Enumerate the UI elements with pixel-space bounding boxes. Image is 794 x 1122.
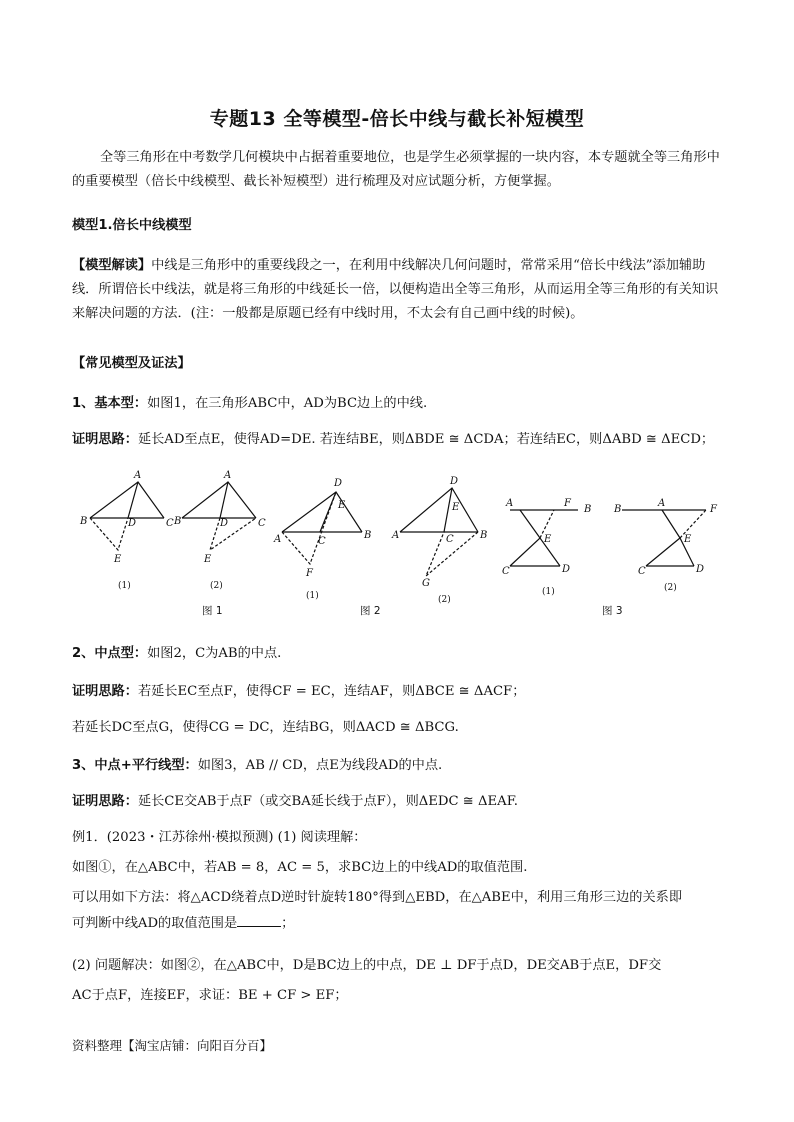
answer-blank[interactable] xyxy=(237,912,281,927)
fig2-caption: 图 2 xyxy=(360,605,381,617)
fig3-caption: 图 3 xyxy=(602,605,623,617)
svg-text:B: B xyxy=(80,516,88,527)
example-line-5: AC于点F，连接EF，求证：BE + CF > EF； xyxy=(72,988,348,1003)
common-models-heading: 【常见模型及证法】 xyxy=(72,356,191,371)
svg-text:A: A xyxy=(658,498,666,509)
figures-row xyxy=(70,462,730,622)
example-line-4: (2) 问题解决：如图②，在△ABC中，D是BC边上的中点，DE ⊥ DF于点D，DE交AB于点E，DF交 xyxy=(72,958,662,973)
model1-heading: 模型1.倍长中线模型 xyxy=(72,218,192,233)
svg-text:E: E xyxy=(684,534,692,545)
midpoint-proof-text: 若延长EC至点F，使得CF = EC，连结AF，则ΔBCE ≅ ΔACF； xyxy=(137,684,526,699)
svg-text:(1): (1) xyxy=(306,591,319,601)
svg-text:C: C xyxy=(166,518,174,529)
svg-text:A: A xyxy=(274,534,282,545)
parallel-proof-text: 延长CE交AB于点F（或交BA延长线于点F），则ΔEDC ≅ ΔEAF. xyxy=(137,794,518,809)
parallel-proof xyxy=(72,790,724,814)
svg-text:E: E xyxy=(544,534,552,545)
svg-text:B: B xyxy=(480,530,488,541)
svg-text:C: C xyxy=(258,518,266,529)
svg-text:E: E xyxy=(452,502,460,513)
parallel-proof-label: 证明思路： xyxy=(72,794,138,809)
svg-text:A: A xyxy=(392,530,400,541)
example-header: 例1．(2023・江苏徐州·模拟预测) (1) 阅读理解： xyxy=(72,830,367,845)
fig1-1-triangle xyxy=(90,482,164,518)
svg-text:A: A xyxy=(134,470,142,481)
midpoint-proof-2: 若延长DC至点G，使得CG = DC，连结BG，则ΔACD ≅ ΔBCG. xyxy=(72,720,459,735)
svg-text:D: D xyxy=(562,564,571,575)
svg-text:E: E xyxy=(204,554,212,565)
model-interpretation xyxy=(72,254,724,326)
basic-type-label: 1、基本型： xyxy=(72,396,148,411)
svg-text:F: F xyxy=(306,568,313,579)
midpoint-proof-label: 证明思路： xyxy=(72,684,138,699)
basic-proof-text: 延长AD至点E，使得AD=DE. 若连结BE，则ΔBDE ≅ ΔCDA；若连结EC，则ΔABD ≅ ΔECD； xyxy=(137,432,715,447)
svg-text:G: G xyxy=(422,578,430,589)
svg-text:F: F xyxy=(710,504,717,515)
svg-text:D: D xyxy=(128,518,137,529)
footer-note: 资料整理【淘宝店铺：向阳百分百】 xyxy=(72,1038,273,1053)
svg-text:(2): (2) xyxy=(210,581,223,591)
parallel-type-label: 3、中点+平行线型： xyxy=(72,758,198,773)
page-title: 专题13 全等模型-倍长中线与截长补短模型 xyxy=(209,108,585,130)
midpoint-type-label: 2、中点型： xyxy=(72,646,148,661)
svg-text:E: E xyxy=(338,500,346,511)
svg-text:F: F xyxy=(564,498,571,509)
parallel-type xyxy=(72,754,724,778)
svg-text:B: B xyxy=(174,516,182,527)
svg-text:D: D xyxy=(450,476,459,487)
svg-text:E: E xyxy=(114,554,122,565)
svg-text:(1): (1) xyxy=(118,581,131,591)
svg-text:B: B xyxy=(364,530,372,541)
svg-text:B: B xyxy=(614,504,622,515)
interpretation-text: 中线是三角形中的重要线段之一，在利用中线解决几何问题时，常常采用“倍长中线法”添加辅助线．所谓倍长中线法，就是将三角形的中线延长一倍，以便构造出全等三角形，从而运用全等三角形的有关知识来解决问题的方法．(注：一般都是原题已经有中线时用，不太会有自己画中线的时候)。 xyxy=(72,258,719,321)
parallel-type-text: 如图3，AB // CD，点E为线段AD的中点. xyxy=(197,758,443,773)
example-line-3-text: 可判断中线AD的取值范围是 xyxy=(72,916,238,931)
svg-text:D: D xyxy=(334,478,343,489)
svg-text:D: D xyxy=(220,518,229,529)
basic-type-text: 如图1，在三角形ABC中，AD为BC边上的中线. xyxy=(147,396,428,411)
svg-text:C: C xyxy=(318,536,326,547)
fig1-caption: 图 1 xyxy=(202,605,223,617)
svg-text:D: D xyxy=(696,564,705,575)
svg-text:C: C xyxy=(446,534,454,545)
svg-text:C: C xyxy=(502,566,510,577)
basic-proof-label: 证明思路： xyxy=(72,432,138,447)
midpoint-type-text: 如图2，C为AB的中点. xyxy=(147,646,282,661)
svg-text:A: A xyxy=(224,470,232,481)
svg-text:B: B xyxy=(584,504,592,515)
midpoint-type xyxy=(72,642,724,666)
example-line-1: 如图①，在△ABC中，若AB = 8，AC = 5，求BC边上的中线AD的取值范围. xyxy=(72,860,528,875)
svg-text:C: C xyxy=(638,566,646,577)
intro-paragraph: 全等三角形在中考数学几何模块中占据着重要地位，也是学生必须掌握的一块内容，本专题就全等三角形中的重要模型（倍长中线模型、截长补短模型）进行梳理及对应试题分析，方便掌握。 xyxy=(72,150,720,189)
interpretation-label: 【模型解读】 xyxy=(72,258,152,273)
basic-type xyxy=(72,392,724,416)
svg-text:(2): (2) xyxy=(438,595,451,605)
midpoint-proof xyxy=(72,680,724,704)
svg-text:(2): (2) xyxy=(664,583,677,593)
example-line-3: 可判断中线AD的取值范围是 ； xyxy=(72,912,724,936)
basic-proof xyxy=(72,428,724,452)
example-line-2: 可以用如下方法：将△ACD绕着点D逆时针旋转180°得到△EBD，在△ABE中，利用三角形三边的关系即 xyxy=(72,890,683,905)
svg-text:A: A xyxy=(506,498,514,509)
svg-text:(1): (1) xyxy=(542,587,555,597)
